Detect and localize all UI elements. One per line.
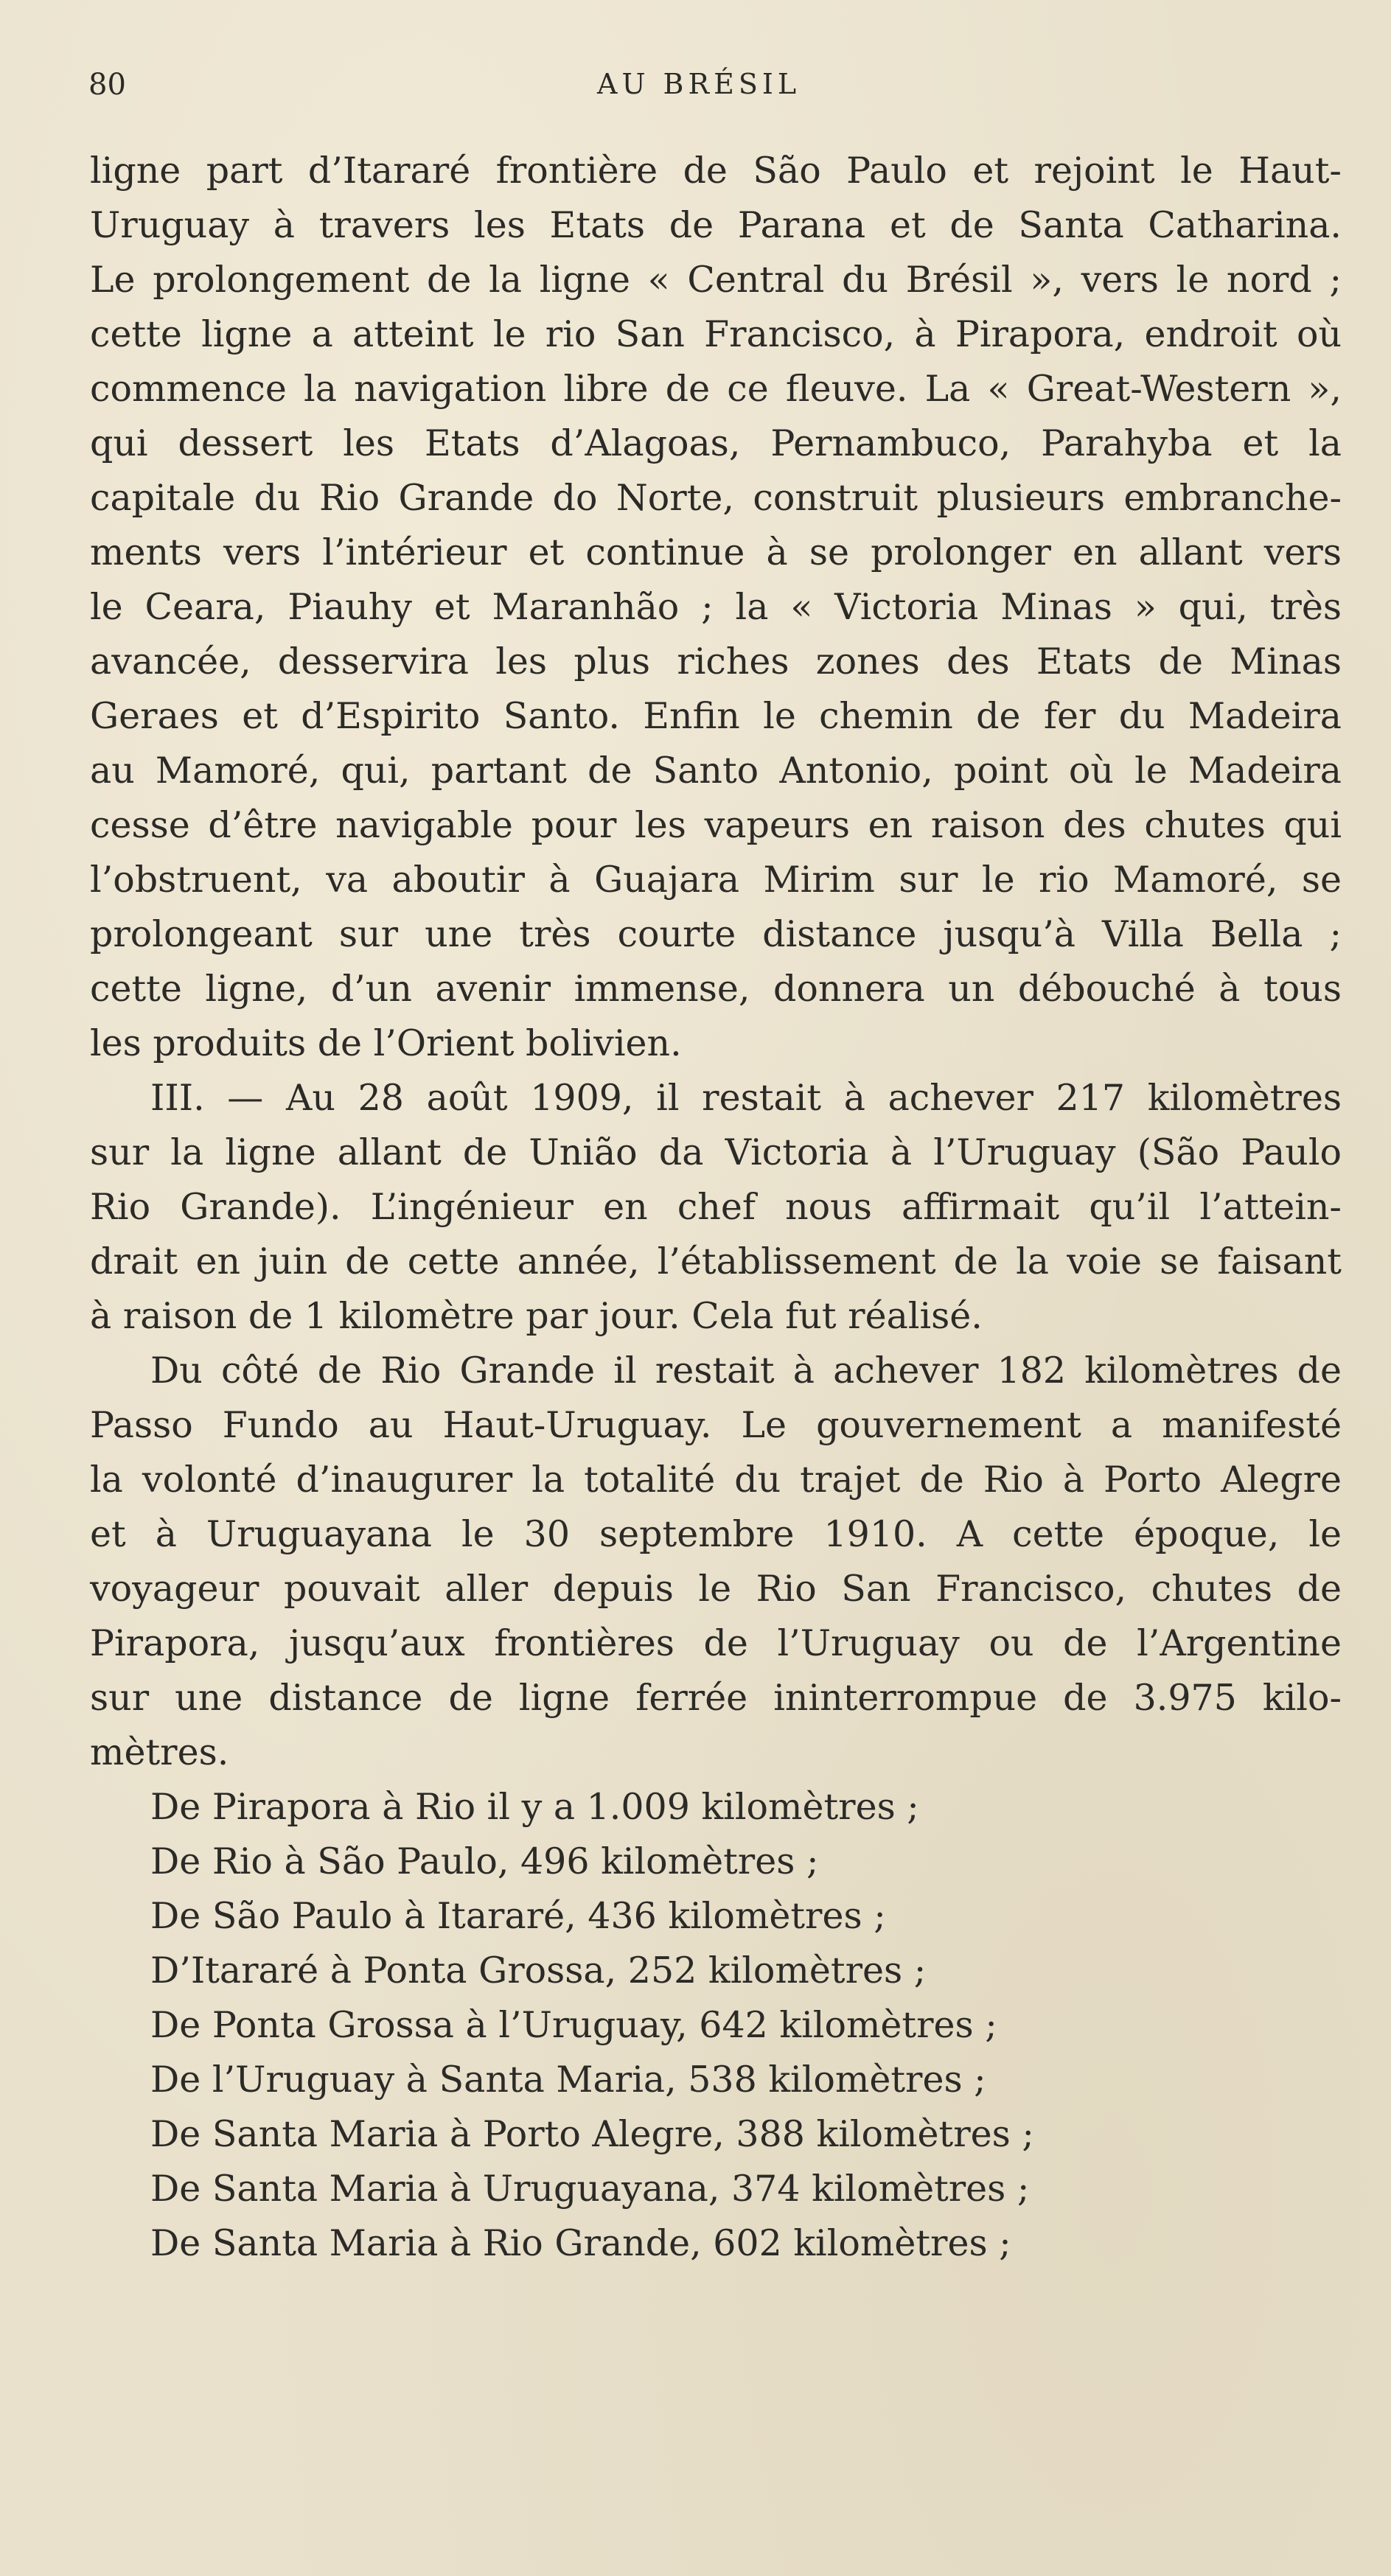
text-line: avancée, desservira les plus riches zones des Etats de Minas	[90, 640, 1342, 683]
text-line: capitale du Rio Grande do Norte, construit plusieurs embranche-	[90, 477, 1342, 519]
list-item: De São Paulo à Itararé, 436 kilomètres ;	[150, 1895, 886, 1937]
list-item: De Ponta Grossa à l’Uruguay, 642 kilomètres ;	[150, 2004, 997, 2046]
list-item: De Pirapora à Rio il y a 1.009 kilomètres ;	[150, 1786, 919, 1828]
text-line: voyageur pouvait aller depuis le Rio San Francisco, chutes de	[90, 1568, 1342, 1610]
text-line: et à Uruguayana le 30 septembre 1910. A cette époque, le	[90, 1513, 1342, 1555]
page-number: 80	[88, 68, 126, 102]
text-line: au Mamoré, qui, partant de Santo Antonio, point où le Madeira	[90, 750, 1342, 792]
page-header	[88, 68, 1342, 112]
list-item: De Rio à São Paulo, 496 kilomètres ;	[150, 1840, 819, 1882]
text-line: commence la navigation libre de ce fleuve. La « Great-Western »,	[90, 368, 1342, 410]
text-line: le Ceara, Piauhy et Maranhão ; la « Victoria Minas » qui, très	[90, 586, 1342, 628]
text-line: cette ligne a atteint le rio San Francisco, à Pirapora, endroit où	[90, 313, 1342, 355]
running-title: AU BRÉSIL	[597, 68, 801, 100]
text-line: Pirapora, jusqu’aux frontières de l’Uruguay ou de l’Argentine	[90, 1622, 1342, 1664]
text-line: la volonté d’inaugurer la totalité du trajet de Rio à Porto Alegre	[90, 1459, 1342, 1501]
text-line: Passo Fundo au Haut-Uruguay. Le gouvernement a manifesté	[90, 1404, 1342, 1446]
list-item: De Santa Maria à Uruguayana, 374 kilomètres ;	[150, 2168, 1030, 2210]
paragraph-2	[90, 1071, 1342, 1344]
text-line: Le prolongement de la ligne « Central du Brésil », vers le nord ;	[90, 259, 1342, 301]
text-line: ments vers l’intérieur et continue à se prolonger en allant vers	[90, 531, 1342, 573]
text-line: III. — Au 28 août 1909, il restait à achever 217 kilomètres	[150, 1077, 1342, 1119]
text-line: à raison de 1 kilomètre par jour. Cela fut réalisé.	[90, 1295, 983, 1337]
text-line: Geraes et d’Espirito Santo. Enfin le chemin de fer du Madeira	[90, 695, 1342, 737]
text-line: Du côté de Rio Grande il restait à achever 182 kilomètres de	[150, 1350, 1342, 1392]
text-line: drait en juin de cette année, l’établissement de la voie se faisant	[90, 1240, 1342, 1282]
text-line: sur la ligne allant de União da Victoria à l’Uruguay (São Paulo	[90, 1131, 1342, 1173]
paragraph-3	[90, 1344, 1342, 1780]
text-line: cesse d’être navigable pour les vapeurs en raison des chutes qui	[90, 804, 1342, 846]
paragraph-1	[90, 144, 1342, 1071]
distance-list	[90, 1780, 1342, 2271]
list-item: De Santa Maria à Rio Grande, 602 kilomètres ;	[150, 2222, 1011, 2264]
list-item: De Santa Maria à Porto Alegre, 388 kilomètres ;	[150, 2113, 1034, 2155]
text-line: prolongeant sur une très courte distance jusqu’à Villa Bella ;	[90, 913, 1342, 955]
list-item: De l’Uruguay à Santa Maria, 538 kilomètres ;	[150, 2059, 986, 2101]
body-text	[90, 144, 1342, 2271]
text-line: ligne part d’Itararé frontière de São Paulo et rejoint le Haut-	[90, 150, 1342, 192]
text-line: Uruguay à travers les Etats de Parana et de Santa Catharina.	[90, 204, 1342, 246]
text-line: qui dessert les Etats d’Alagoas, Pernambuco, Parahyba et la	[90, 422, 1342, 464]
text-line: Rio Grande). L’ingénieur en chef nous affirmait qu’il l’attein-	[90, 1186, 1342, 1228]
text-line: mètres.	[90, 1731, 229, 1773]
text-line: sur une distance de ligne ferrée ininterrompue de 3.975 kilo-	[90, 1677, 1342, 1719]
text-line: les produits de l’Orient bolivien.	[90, 1022, 682, 1064]
text-line: cette ligne, d’un avenir immense, donnera un débouché à tous	[90, 968, 1342, 1010]
list-item: D’Itararé à Ponta Grossa, 252 kilomètres ;	[150, 1950, 927, 1992]
text-line: l’obstruent, va aboutir à Guajara Mirim sur le rio Mamoré, se	[90, 859, 1342, 901]
